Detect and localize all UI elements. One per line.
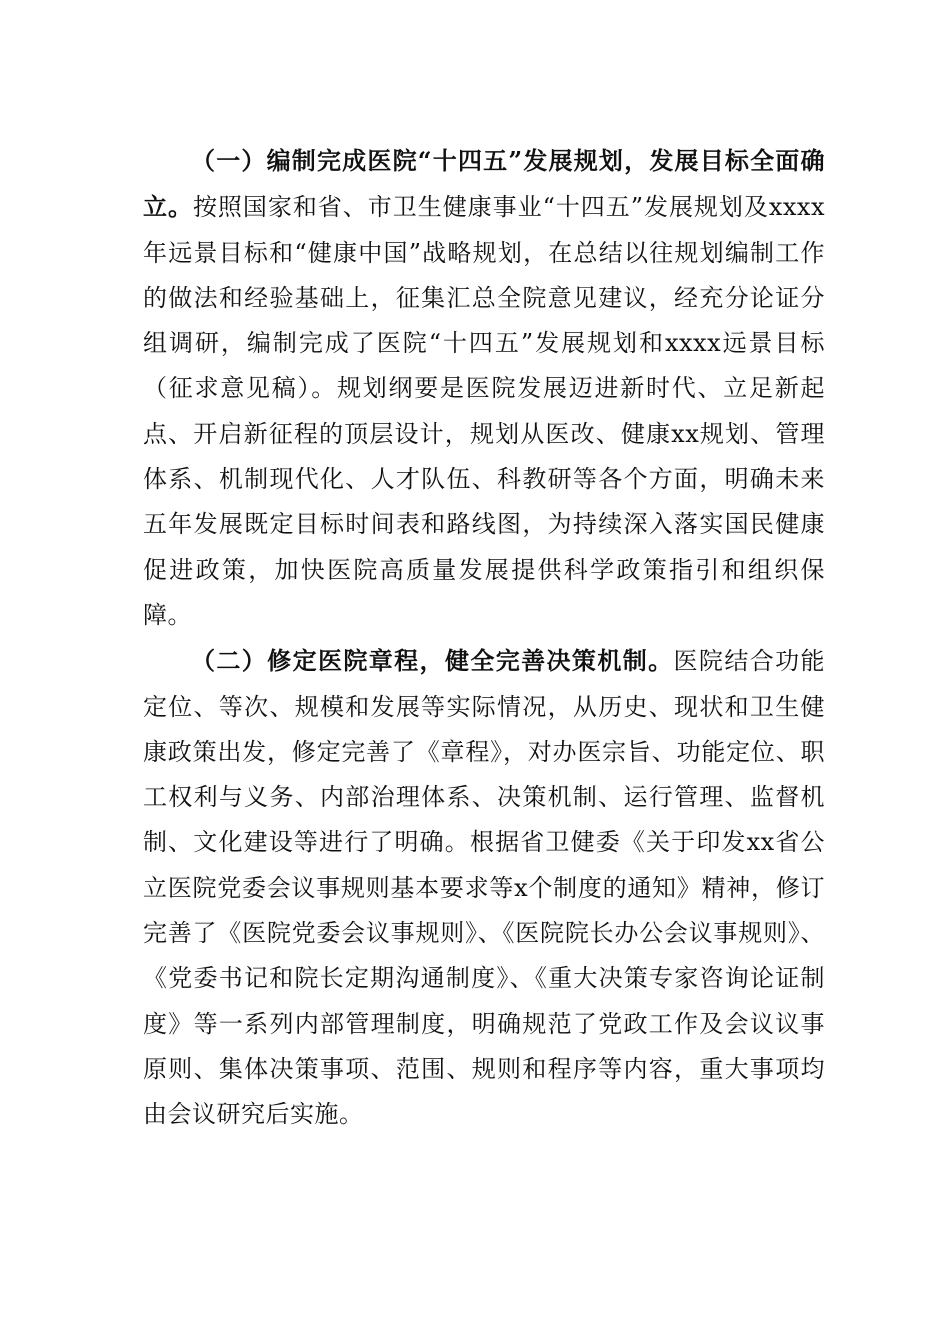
- paragraph-text: 医院结合功能定位、等次、规模和发展等实际情况，从历史、现状和卫生健康政策出发，修定完善了《章程》，对办医宗旨、功能定位、职工权利与义务、内部治理体系、决策机制、运行管理、监督机制、文化建设等进行了明确。根据省卫健委《关于印发xx省公立医院党委会议事规则基本要求等x个制度的通知》精神，修订完善了《医院党委会议事规则》、《医院院长办公会议事规则》、《党委书记和院长定期沟通制度》、《重大决策专家咨询论证制度》等一系列内部管理制度，明确规范了党政工作及会议议事原则、集体决策事项、范围、规则和程序等内容，重大事项均由会议研究后实施。: [143, 647, 826, 1129]
- paragraph-heading: （二）修定医院章程，健全完善决策机制。: [191, 646, 674, 676]
- paragraph-text: 按照国家和省、市卫生健康事业“十四五”发展规划及xxxx年远景目标和“健康中国”战略规划，在总结以往规划编制工作的做法和经验基础上，征集汇总全院意见建议，经充分论证分组调研，编制完成了医院“十四五”发展规划和xxxx远景目标（征求意见稿）。规划纲要是医院发展迈进新时代、立足新起点、开启新征程的顶层设计，规划从医改、健康xx规划、管理体系、机制现代化、人才队伍、科教研等各个方面，明确未来五年发展既定目标时间表和路线图，为持续深入落实国民健康促进政策，加快医院高质量发展提供科学政策指引和组织保障。: [143, 193, 825, 629]
- paragraph-planning: [143, 138, 825, 638]
- paragraph-charter: [143, 638, 825, 1137]
- document-body: [143, 138, 825, 1138]
- paragraph-heading: （一）编制完成医院“十四五”发展规划，发展目标全面确立。: [143, 146, 825, 222]
